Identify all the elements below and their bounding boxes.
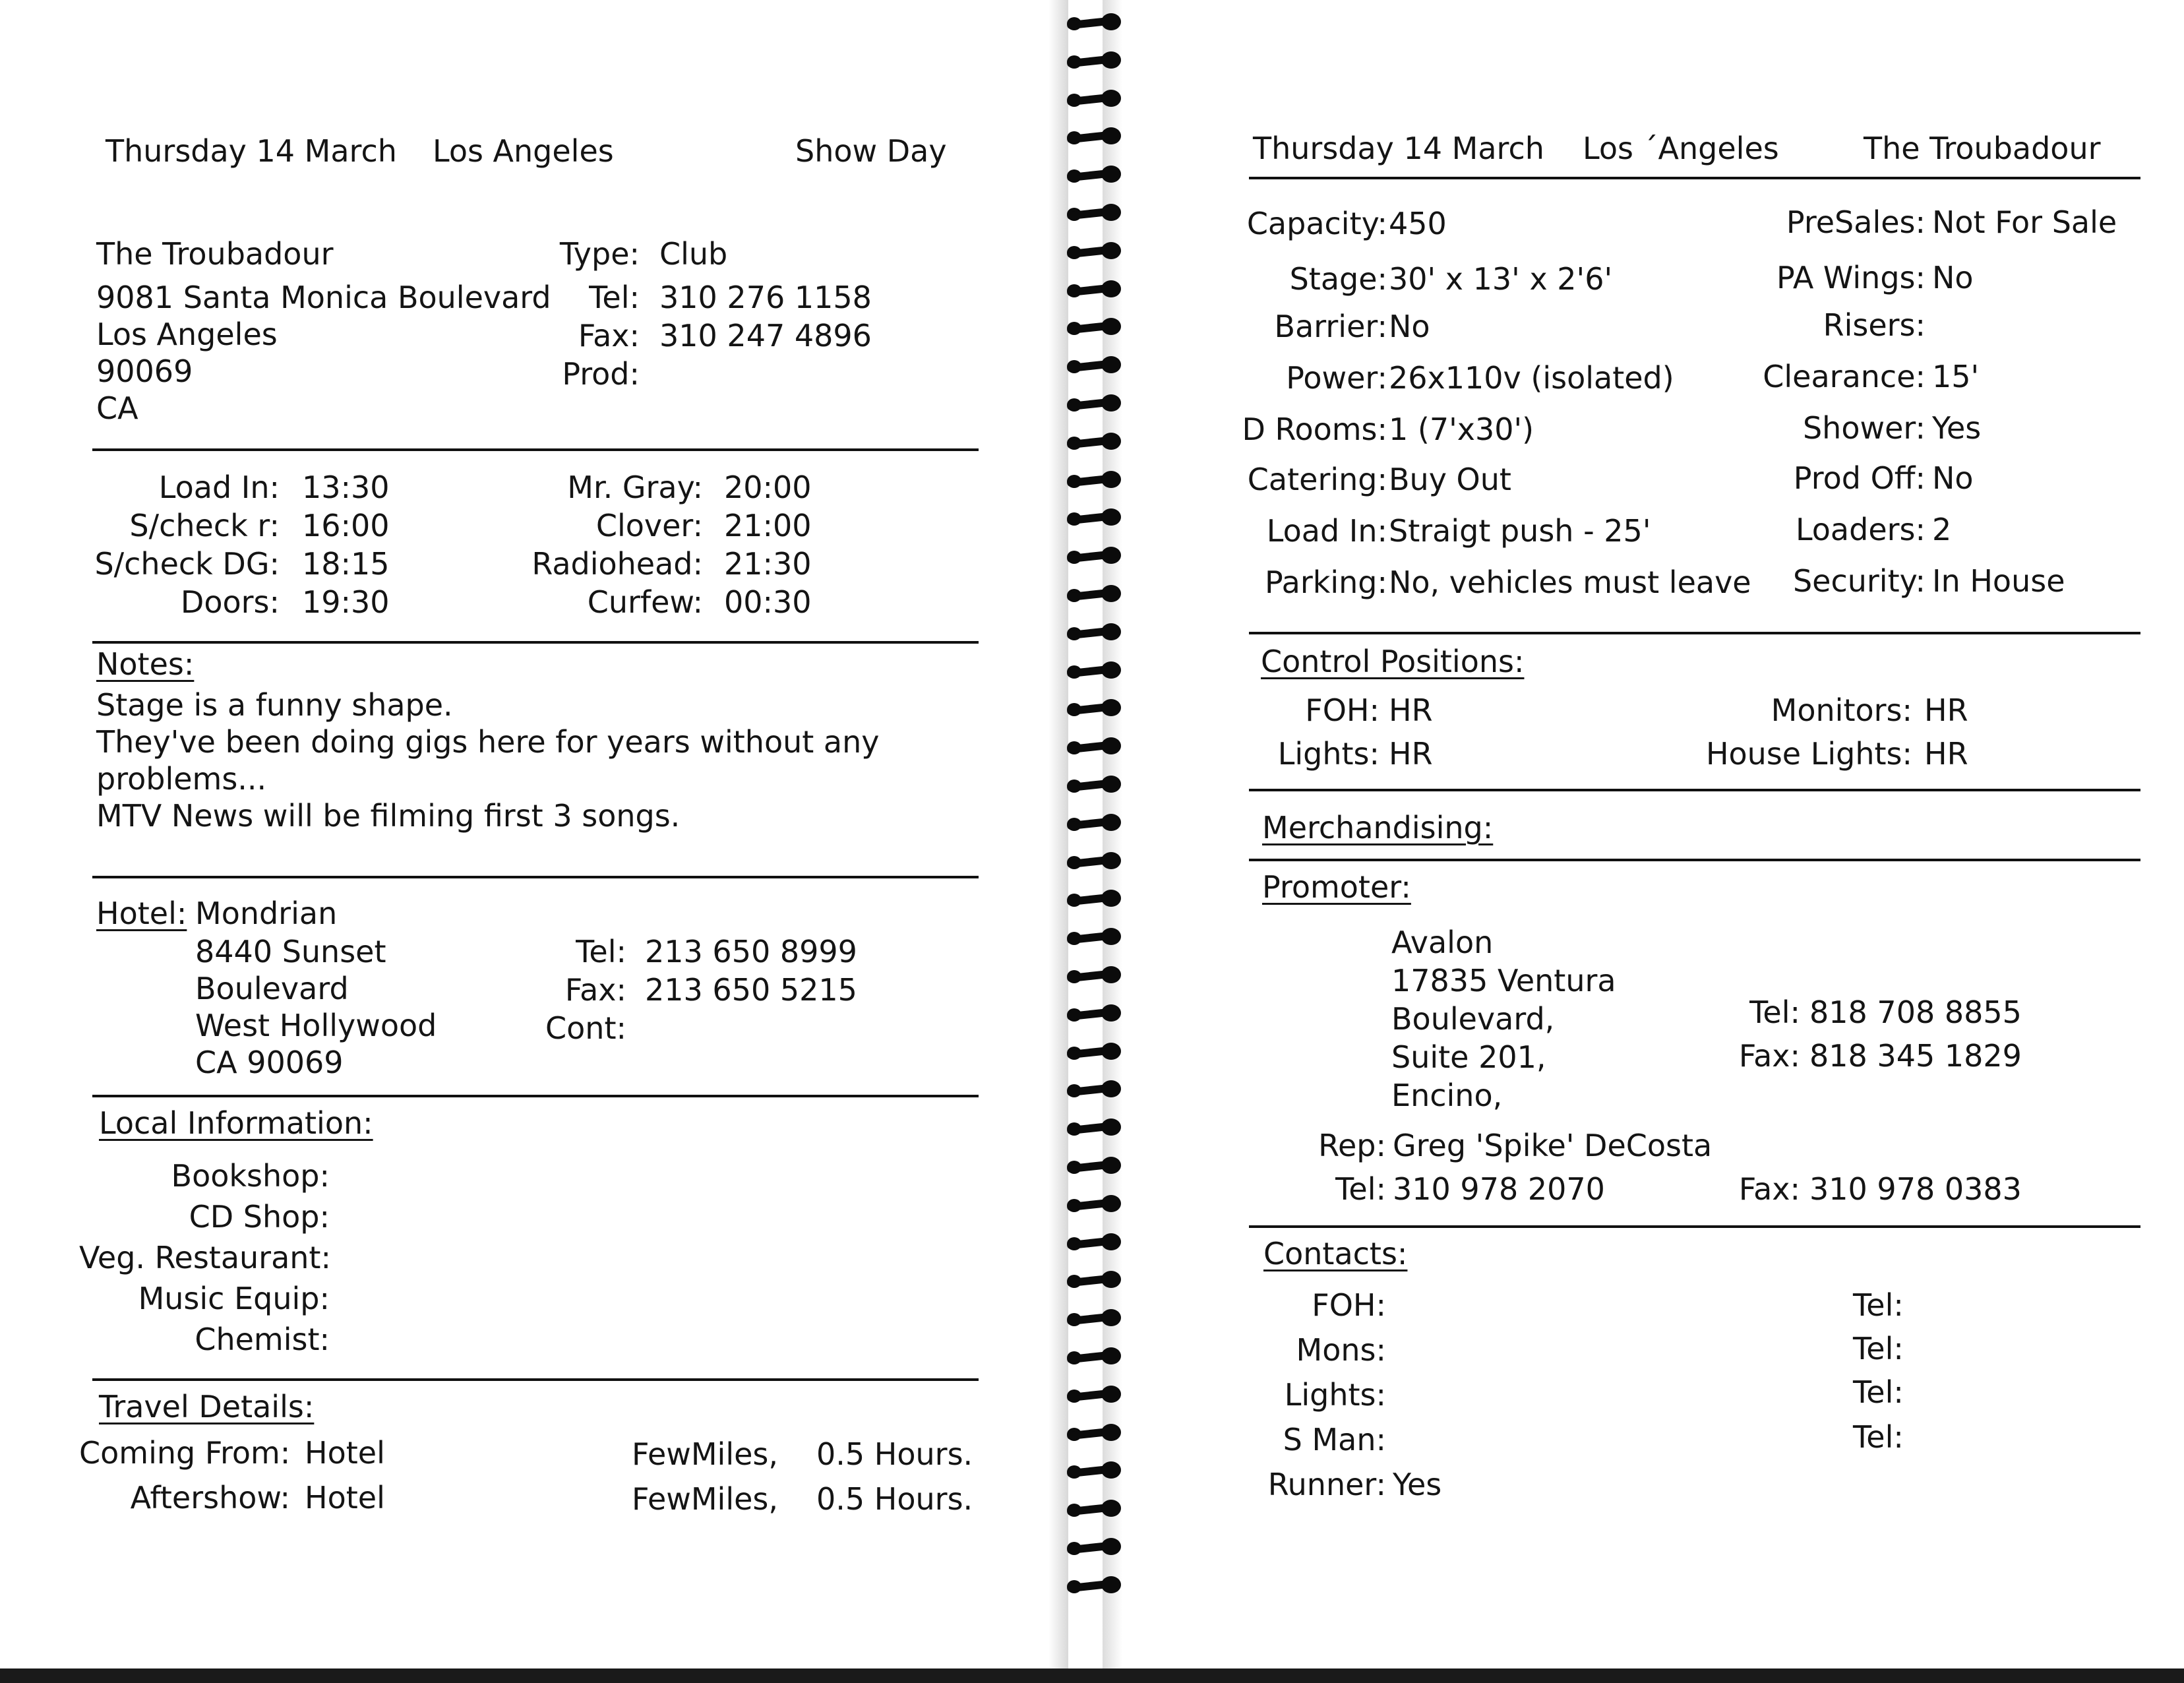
promoter-rep: Greg 'Spike' DeCosta bbox=[1393, 1128, 1713, 1163]
divider bbox=[1249, 177, 2140, 179]
schedule-label: Clover: bbox=[595, 508, 703, 543]
control-value: HR bbox=[1924, 736, 1968, 772]
spec-label: Capacity: bbox=[1246, 206, 1387, 241]
binding-coil bbox=[1067, 1157, 1121, 1174]
travel-place: Hotel bbox=[305, 1435, 385, 1471]
control-label: FOH: bbox=[1305, 692, 1380, 728]
hotel-tel-label: Tel: bbox=[576, 934, 626, 969]
hotel-address: 8440 Sunset bbox=[195, 934, 386, 969]
spec-label: Catering: bbox=[1247, 462, 1387, 497]
right-header-city: Los ´Angeles bbox=[1583, 131, 1779, 166]
binding-coil bbox=[1067, 1080, 1121, 1097]
travel-miles: FewMiles, bbox=[632, 1436, 779, 1472]
schedule-time: 21:30 bbox=[724, 546, 812, 582]
binding-coil bbox=[1067, 318, 1121, 335]
binding-coil bbox=[1067, 1271, 1121, 1288]
hotel-address: CA 90069 bbox=[195, 1045, 344, 1080]
hotel-address: Boulevard bbox=[195, 971, 349, 1006]
divider bbox=[92, 1378, 979, 1381]
spec-value: No bbox=[1932, 460, 1974, 496]
binding-coil bbox=[1067, 890, 1121, 907]
divider bbox=[92, 641, 979, 644]
schedule-time: 21:00 bbox=[724, 508, 812, 543]
hotel-name: Mondrian bbox=[195, 896, 338, 931]
binding-coil bbox=[1067, 127, 1121, 144]
promoter-fax-label: Fax: bbox=[1738, 1038, 1800, 1074]
travel-place: Hotel bbox=[305, 1480, 385, 1515]
promoter-address: 17835 Ventura bbox=[1391, 963, 1616, 998]
binding-coil bbox=[1067, 547, 1121, 564]
spec-label: Prod Off: bbox=[1793, 460, 1926, 496]
binding-coil bbox=[1067, 585, 1121, 602]
spec-label: Clearance: bbox=[1763, 359, 1926, 394]
notes-line: problems... bbox=[96, 761, 267, 797]
spec-value: 30' x 13' x 2'6' bbox=[1389, 261, 1613, 297]
spec-label: Barrier: bbox=[1274, 309, 1387, 344]
contact-label: Runner: bbox=[1267, 1467, 1386, 1502]
promoter-fax: 818 345 1829 bbox=[1809, 1038, 2022, 1074]
venue-tel-label: Tel: bbox=[589, 280, 640, 315]
spec-value: No bbox=[1932, 260, 1974, 295]
contact-label: Lights: bbox=[1284, 1377, 1386, 1413]
schedule-label: S/check DG: bbox=[94, 546, 280, 582]
travel-label: Coming From: bbox=[79, 1435, 291, 1471]
schedule-time: 13:30 bbox=[302, 470, 390, 505]
control-label: Lights: bbox=[1277, 736, 1380, 772]
hotel-fax: 213 650 5215 bbox=[645, 972, 857, 1008]
control-value: HR bbox=[1389, 692, 1433, 728]
spec-label: Risers: bbox=[1823, 307, 1926, 343]
binding-coil bbox=[1067, 1043, 1121, 1060]
promoter-rep-fax: 310 978 0383 bbox=[1809, 1171, 2022, 1207]
local-label: Chemist: bbox=[195, 1322, 330, 1357]
spec-label: Loaders: bbox=[1795, 512, 1926, 547]
contact-label: FOH: bbox=[1312, 1287, 1386, 1323]
binding-coil bbox=[1067, 814, 1121, 831]
venue-fax-label: Fax: bbox=[578, 318, 640, 353]
binding-coil bbox=[1067, 928, 1121, 945]
divider bbox=[1249, 632, 2140, 634]
binding-coil bbox=[1067, 776, 1121, 793]
spec-label: Parking: bbox=[1264, 565, 1387, 600]
divider bbox=[1249, 789, 2140, 791]
travel-label: Aftershow: bbox=[130, 1480, 290, 1515]
binding-coil bbox=[1067, 166, 1121, 183]
binding-coil bbox=[1067, 1538, 1121, 1555]
binding-coil bbox=[1067, 1461, 1121, 1479]
local-label: CD Shop: bbox=[189, 1199, 330, 1235]
binding-coil bbox=[1067, 661, 1121, 679]
travel-heading: Travel Details: bbox=[99, 1389, 315, 1424]
notes-line: MTV News will be filming first 3 songs. bbox=[96, 798, 681, 834]
notes-line: They've been doing gigs here for years without any bbox=[96, 724, 880, 760]
venue-prod-label: Prod: bbox=[562, 356, 640, 392]
schedule-time: 16:00 bbox=[302, 508, 390, 543]
binding-coil bbox=[1067, 90, 1121, 107]
binding-coil bbox=[1067, 394, 1121, 412]
promoter-rep-tel: 310 978 2070 bbox=[1393, 1171, 1605, 1207]
hotel-cont-label: Cont: bbox=[545, 1010, 626, 1046]
spec-value: 2 bbox=[1932, 512, 1952, 547]
spec-label: Power: bbox=[1286, 360, 1387, 396]
binding-coil bbox=[1067, 737, 1121, 754]
promoter-rep-fax-label: Fax: bbox=[1738, 1171, 1800, 1207]
spiral-binding bbox=[1055, 13, 1134, 1662]
contact-label: S Man: bbox=[1283, 1422, 1386, 1457]
hotel-heading: Hotel: bbox=[96, 896, 187, 931]
control-label: House Lights: bbox=[1705, 736, 1912, 772]
spec-value: In House bbox=[1932, 563, 2065, 599]
right-header-date: Thursday 14 March bbox=[1253, 131, 1544, 166]
promoter-address: Suite 201, bbox=[1391, 1039, 1546, 1075]
local-label: Veg. Restaurant: bbox=[79, 1240, 331, 1275]
binding-coil bbox=[1067, 471, 1121, 488]
contact-tel-label: Tel: bbox=[1853, 1374, 1904, 1410]
binding-coil bbox=[1067, 1004, 1121, 1022]
control-value: HR bbox=[1389, 736, 1433, 772]
spec-value: Not For Sale bbox=[1932, 204, 2117, 240]
venue-fax: 310 247 4896 bbox=[659, 318, 872, 353]
binding-coil bbox=[1067, 1500, 1121, 1517]
spec-value: Straigt push - 25' bbox=[1389, 513, 1651, 549]
left-header-date: Thursday 14 March bbox=[106, 133, 397, 169]
promoter-address: Encino, bbox=[1391, 1078, 1503, 1113]
venue-city: Los Angeles bbox=[96, 317, 278, 352]
binding-coil bbox=[1067, 280, 1121, 297]
binding-coil bbox=[1067, 1576, 1121, 1593]
binding-coil bbox=[1067, 204, 1121, 221]
schedule-label: Doors: bbox=[180, 584, 280, 620]
venue-state: CA bbox=[96, 390, 138, 426]
divider bbox=[92, 448, 979, 451]
schedule-time: 19:30 bbox=[302, 584, 390, 620]
venue-type: Club bbox=[659, 236, 728, 272]
contact-tel-label: Tel: bbox=[1853, 1331, 1904, 1366]
contact-tel-label: Tel: bbox=[1853, 1287, 1904, 1323]
hotel-tel: 213 650 8999 bbox=[645, 934, 857, 969]
right-header-venue: The Troubadour bbox=[1864, 131, 2101, 166]
binding-coil bbox=[1067, 1424, 1121, 1441]
schedule-label: Mr. Gray: bbox=[567, 470, 703, 505]
binding-coil bbox=[1067, 1233, 1121, 1250]
promoter-name: Avalon bbox=[1391, 925, 1494, 960]
venue-type-label: Type: bbox=[559, 236, 640, 272]
hotel-fax-label: Fax: bbox=[564, 972, 626, 1008]
contact-runner-value: Yes bbox=[1393, 1467, 1442, 1502]
divider bbox=[1249, 1225, 2140, 1228]
venue-address: 9081 Santa Monica Boulevard bbox=[96, 280, 551, 315]
spec-value: 15' bbox=[1932, 359, 1980, 394]
schedule-label: Load In: bbox=[158, 470, 280, 505]
binding-coil bbox=[1067, 433, 1121, 450]
contact-label: Mons: bbox=[1296, 1332, 1386, 1368]
promoter-tel: 818 708 8855 bbox=[1809, 994, 2022, 1030]
spec-value: Yes bbox=[1932, 410, 1982, 446]
binding-coil bbox=[1067, 1195, 1121, 1212]
spec-label: PreSales: bbox=[1786, 204, 1926, 240]
merchandising-heading: Merchandising: bbox=[1262, 810, 1494, 845]
binding-coil bbox=[1067, 623, 1121, 640]
notes-line: Stage is a funny shape. bbox=[96, 687, 453, 723]
local-heading: Local Information: bbox=[99, 1105, 373, 1141]
divider bbox=[1249, 859, 2140, 861]
control-label: Monitors: bbox=[1771, 692, 1912, 728]
spec-value: 26x110v (isolated) bbox=[1389, 360, 1674, 396]
hotel-address: West Hollywood bbox=[195, 1008, 437, 1043]
schedule-time: 18:15 bbox=[302, 546, 390, 582]
promoter-rep-tel-label: Tel: bbox=[1335, 1171, 1386, 1207]
left-header-city: Los Angeles bbox=[433, 133, 614, 169]
schedule-label: S/check r: bbox=[129, 508, 280, 543]
binding-coil bbox=[1067, 1386, 1121, 1403]
promoter-rep-label: Rep: bbox=[1318, 1128, 1386, 1163]
spec-value: No, vehicles must leave bbox=[1389, 565, 1751, 600]
control-value: HR bbox=[1924, 692, 1968, 728]
binding-coil bbox=[1067, 508, 1121, 526]
travel-miles: FewMiles, bbox=[632, 1481, 779, 1517]
travel-hours: 0.5 Hours. bbox=[816, 1436, 973, 1472]
binding-coil bbox=[1067, 51, 1121, 69]
contacts-heading: Contacts: bbox=[1263, 1236, 1408, 1271]
promoter-heading: Promoter: bbox=[1262, 869, 1411, 905]
schedule-time: 00:30 bbox=[724, 584, 812, 620]
binding-coil bbox=[1067, 1347, 1121, 1364]
venue-name: The Troubadour bbox=[96, 236, 334, 272]
binding-coil bbox=[1067, 13, 1121, 30]
spec-label: Shower: bbox=[1802, 410, 1926, 446]
spec-label: PA Wings: bbox=[1776, 260, 1926, 295]
binding-coil bbox=[1067, 1309, 1121, 1326]
local-label: Music Equip: bbox=[138, 1281, 330, 1316]
spec-value: No bbox=[1389, 309, 1430, 344]
divider bbox=[92, 1095, 979, 1097]
binding-coil bbox=[1067, 966, 1121, 983]
spec-value: 450 bbox=[1389, 206, 1447, 241]
binding-coil bbox=[1067, 1118, 1121, 1136]
schedule-time: 20:00 bbox=[724, 470, 812, 505]
spec-value: 1 (7'x30') bbox=[1389, 412, 1534, 447]
spec-label: Load In: bbox=[1266, 513, 1387, 549]
spec-value: Buy Out bbox=[1389, 462, 1511, 497]
venue-zip: 90069 bbox=[96, 353, 193, 389]
spec-label: Security: bbox=[1792, 563, 1926, 599]
travel-hours: 0.5 Hours. bbox=[816, 1481, 973, 1517]
spec-label: D Rooms: bbox=[1242, 412, 1387, 447]
venue-tel: 310 276 1158 bbox=[659, 280, 872, 315]
notes-heading: Notes: bbox=[96, 646, 195, 682]
scan-bottom-edge bbox=[0, 1668, 2184, 1683]
binding-coil bbox=[1067, 852, 1121, 869]
left-header-status: Show Day bbox=[795, 133, 947, 169]
binding-coil bbox=[1067, 699, 1121, 716]
binding-coil bbox=[1067, 356, 1121, 373]
local-label: Bookshop: bbox=[171, 1158, 330, 1194]
spec-label: Stage: bbox=[1289, 261, 1387, 297]
contact-tel-label: Tel: bbox=[1853, 1419, 1904, 1455]
schedule-label: Radiohead: bbox=[531, 546, 703, 582]
divider bbox=[92, 876, 979, 878]
schedule-label: Curfew: bbox=[587, 584, 703, 620]
promoter-address: Boulevard, bbox=[1391, 1001, 1555, 1037]
binding-coil bbox=[1067, 242, 1121, 259]
promoter-tel-label: Tel: bbox=[1749, 994, 1800, 1030]
control-heading: Control Positions: bbox=[1261, 644, 1525, 679]
